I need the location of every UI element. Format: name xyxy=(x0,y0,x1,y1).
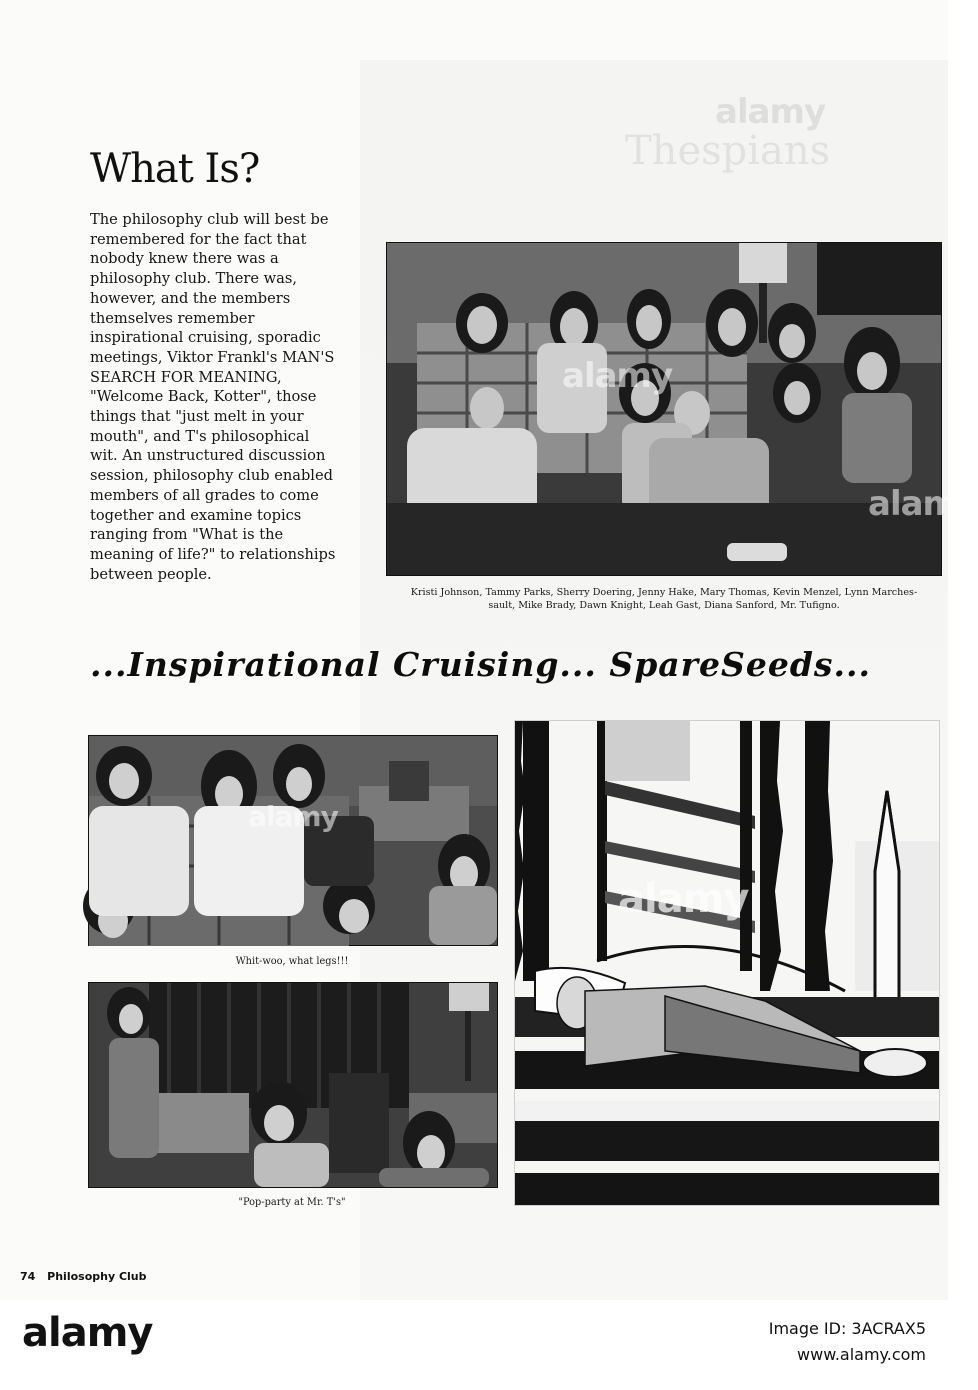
party-photo xyxy=(88,982,498,1188)
party-photo-image xyxy=(89,983,497,1187)
watermark-logo-top: alamy xyxy=(715,92,826,132)
group-photo-caption-line1: Kristi Johnson, Tammy Parks, Sherry Doering, Jenny Hake, Mary Thomas, Kevin Menzel, Lynn Marches- xyxy=(410,587,918,598)
watermark-logo-couch: alamy xyxy=(248,800,338,833)
watermark-logo-drawing: alamy xyxy=(618,876,749,922)
group-photo-image xyxy=(387,243,941,575)
image-id-label: Image ID: 3ACRAX5 xyxy=(768,1319,926,1338)
site-url-link[interactable]: www.alamy.com xyxy=(797,1345,926,1364)
collage-drawing-image xyxy=(515,721,939,1205)
page-number: 74 xyxy=(20,1270,36,1283)
watermark-logo-right: alamy xyxy=(868,484,978,524)
group-photo-caption-line2: sault, Mike Brady, Dawn Knight, Leah Gast, Diana Sanford, Mr. Tufigno. xyxy=(488,600,840,611)
body-paragraph: The philosophy club will best be remembered for the fact that nobody knew there was a philosophy club. There was, however, and the members themselves remember inspirational cruising, sporadic meetings, Viktor Frankl's MAN'S SEARCH FOR MEANING, "Welcome Back, Kotter", those things that "just melt in your mouth", and T's philosophical wit. An unstructured discussion session, philosophy club enabled members of all grades to come together and examine topics ranging from "What is the meaning of life?" to relationships between people. xyxy=(90,211,336,583)
banner-heading: ...Inspirational Cruising... SpareSeeds... xyxy=(90,645,871,684)
couch-photo-caption: Whit-woo, what legs!!! xyxy=(235,956,349,967)
couch-photo-image xyxy=(89,736,497,945)
group-photo-caption xyxy=(384,586,944,612)
party-photo-caption: "Pop-party at Mr. T's" xyxy=(238,1197,346,1208)
page-title: What Is? xyxy=(90,146,260,192)
section-name: Philosophy Club xyxy=(47,1270,147,1283)
couch-photo xyxy=(88,735,498,946)
bleed-through-heading: Thespians xyxy=(625,128,831,174)
collage-drawing xyxy=(514,720,940,1206)
page-footer xyxy=(20,1270,155,1283)
group-photo xyxy=(386,242,942,576)
alamy-logo[interactable]: alamy xyxy=(22,1310,153,1356)
watermark-logo-mid: alamy xyxy=(562,356,673,396)
